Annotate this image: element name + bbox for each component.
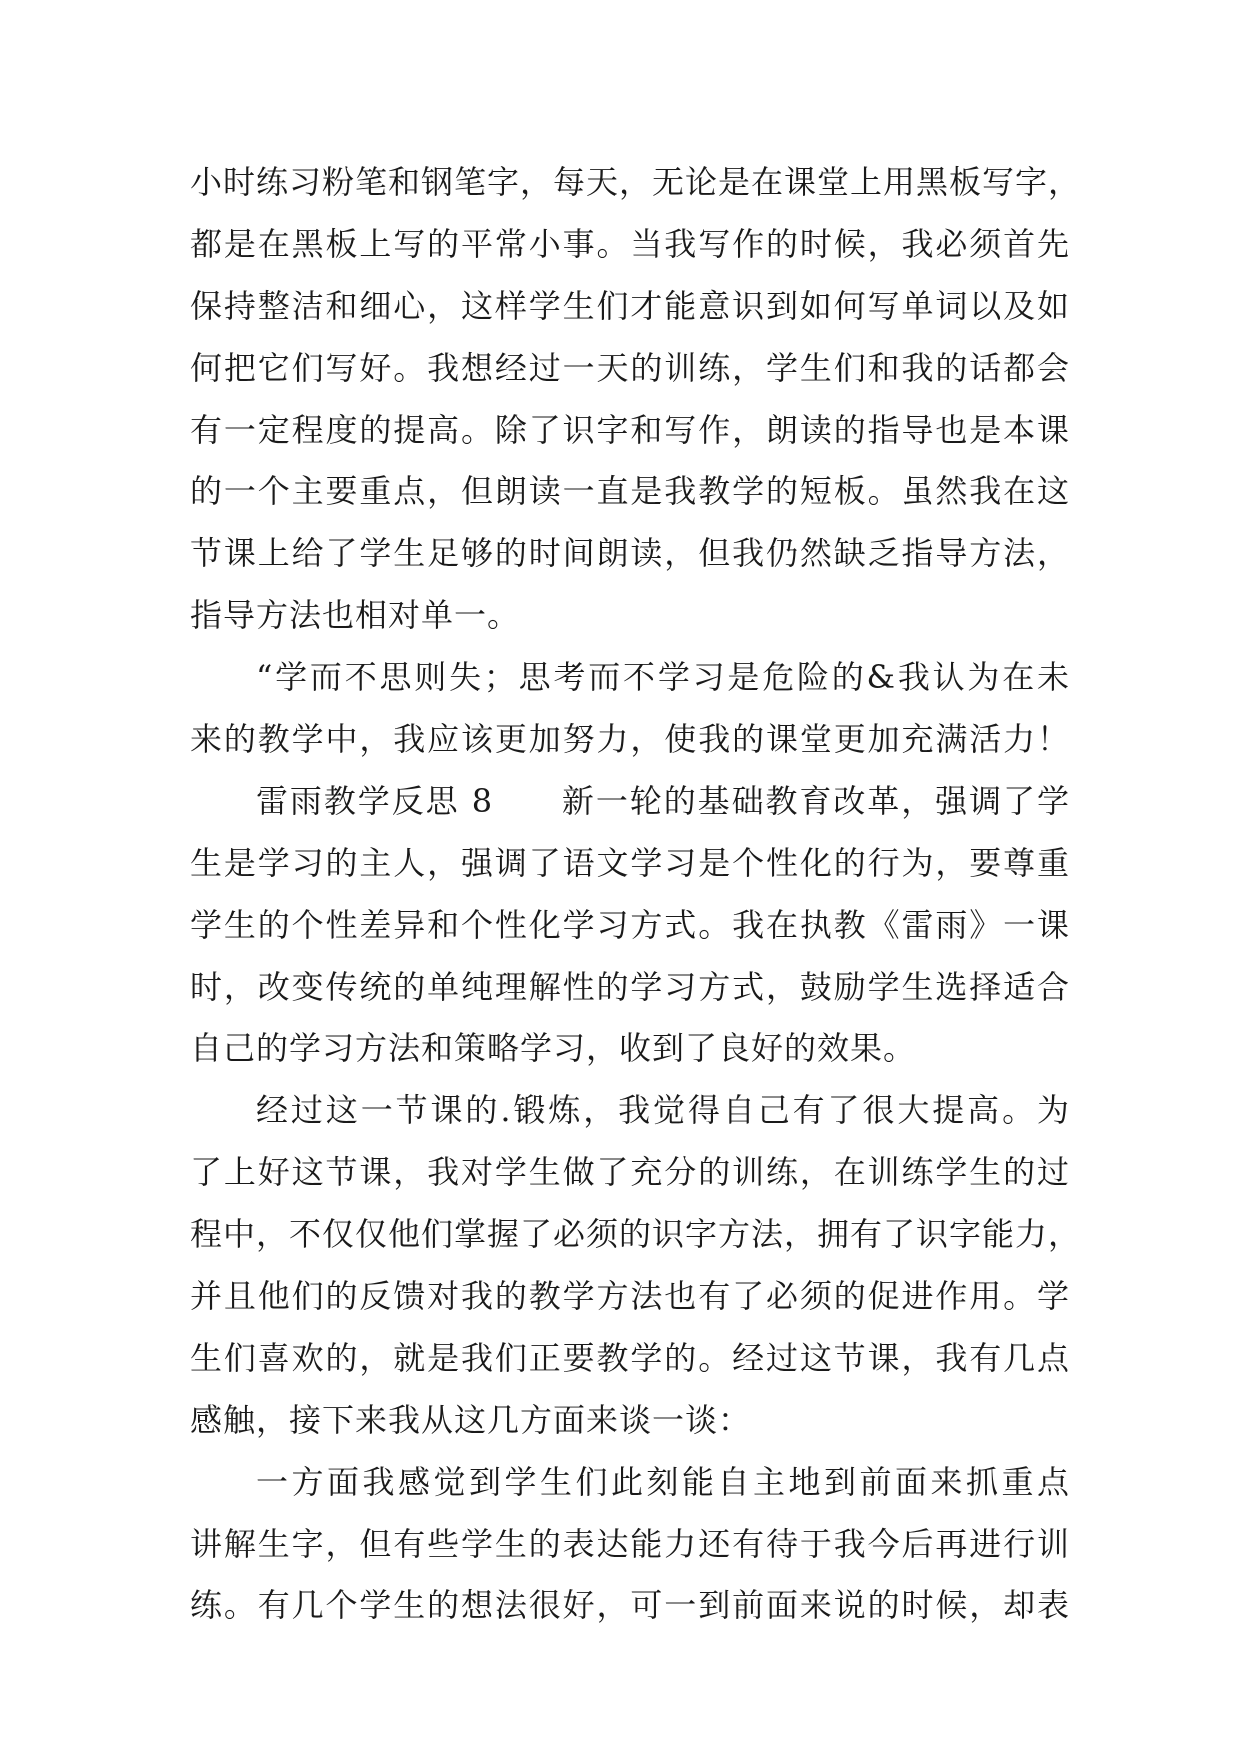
text-line: “学而不思则失；思考而不学习是危险的&我认为在未	[256, 658, 1070, 697]
text-line: 感触，接下来我从这几方面来谈一谈：	[190, 1400, 752, 1439]
text-line: 节课上给了学生足够的时间朗读，但我仍然缺乏指导方法，	[190, 534, 1070, 573]
text-line: 程中，不仅仅他们掌握了必须的识字方法，拥有了识字能力，	[190, 1215, 1082, 1254]
text-line: 了上好这节课，我对学生做了充分的训练，在训练学生的过	[190, 1153, 1070, 1192]
text-line: 有一定程度的提高。除了识字和写作，朗读的指导也是本课	[190, 410, 1070, 449]
text-line: 指导方法也相对单一。	[190, 596, 521, 635]
text-line: 来的教学中，我应该更加努力，使我的课堂更加充满活力！	[190, 720, 1070, 759]
text-line: 自己的学习方法和策略学习，收到了良好的效果。	[190, 1029, 917, 1068]
text-line: 的一个主要重点，但朗读一直是我教学的短板。虽然我在这	[190, 472, 1070, 511]
document-body	[190, 152, 1082, 1637]
text-line: 学生的个性差异和个性化学习方式。我在执教《雷雨》一课	[190, 905, 1070, 944]
text-line: 经过这一节课的.锻炼，我觉得自己有了很大提高。为	[256, 1091, 1070, 1130]
text-line: 并且他们的反馈对我的教学方法也有了必须的促进作用。学	[190, 1277, 1070, 1316]
text-line: 都是在黑板上写的平常小事。当我写作的时候，我必须首先	[190, 224, 1070, 263]
text-line: 生们喜欢的，就是我们正要教学的。经过这节课，我有几点	[190, 1338, 1070, 1377]
text-line: 时，改变传统的单纯理解性的学习方式，鼓励学生选择适合	[190, 967, 1070, 1006]
text-line: 讲解生字，但有些学生的表达能力还有待于我今后再进行训	[190, 1524, 1070, 1563]
text-line: 一方面我感觉到学生们此刻能自主地到前面来抓重点	[256, 1462, 1070, 1501]
text-line: 雷雨教学反思 8 新一轮的基础教育改革，强调了学	[256, 781, 1070, 820]
text-line: 保持整洁和细心，这样学生们才能意识到如何写单词以及如	[190, 286, 1070, 325]
text-line: 何把它们写好。我想经过一天的训练，学生们和我的话都会	[190, 348, 1070, 387]
text-line: 小时练习粉笔和钢笔字，每天，无论是在课堂上用黑板写字，	[190, 163, 1082, 201]
text-line: 练。有几个学生的想法很好，可一到前面来说的时候，却表	[190, 1586, 1070, 1625]
text-line: 生是学习的主人，强调了语文学习是个性化的行为，要尊重	[190, 843, 1070, 882]
